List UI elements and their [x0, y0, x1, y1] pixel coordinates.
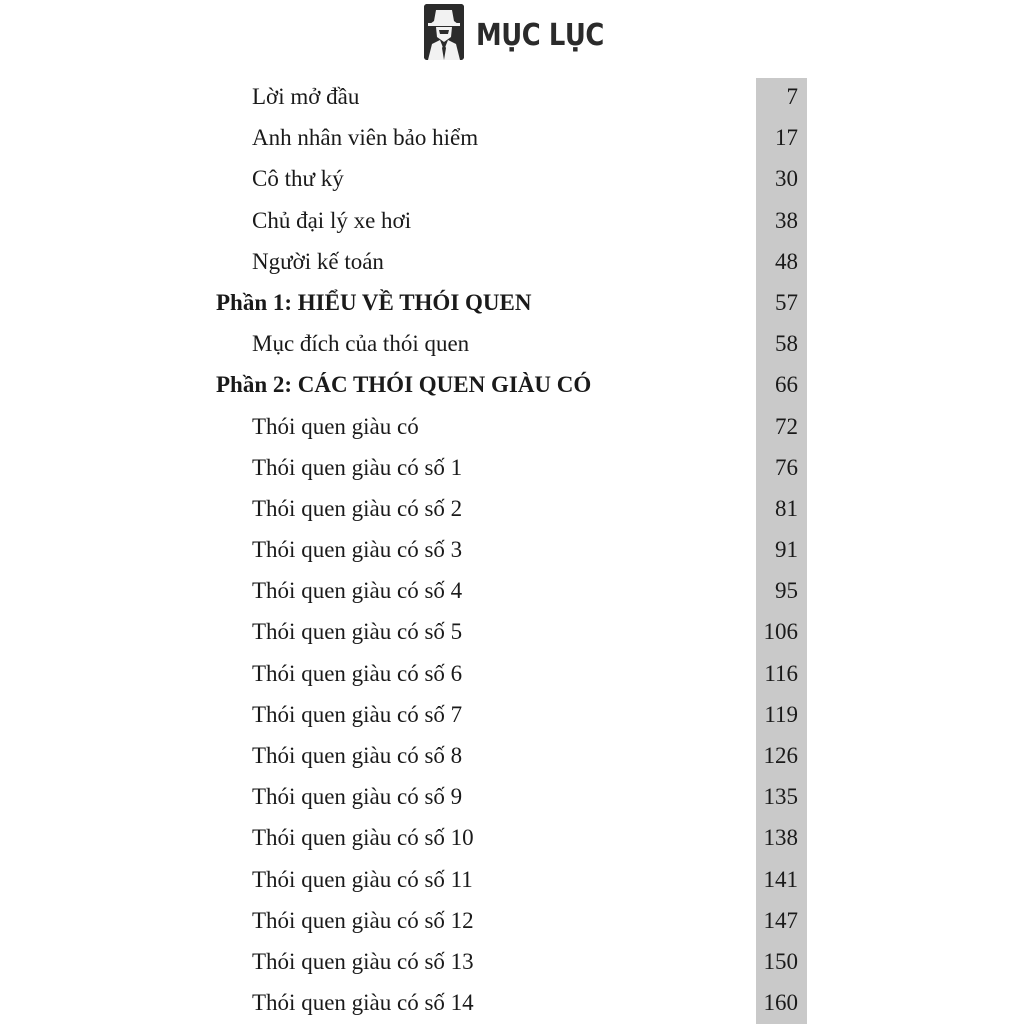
toc-entry [0, 533, 1024, 574]
toc-entry [0, 245, 1024, 286]
toc-page-number: 30 [775, 166, 798, 192]
toc-entry [0, 986, 1024, 1027]
toc-entry [0, 904, 1024, 945]
toc-entry [0, 410, 1024, 451]
toc-entry [0, 780, 1024, 821]
toc-entry-title: Thói quen giàu có số 13 [252, 948, 474, 974]
toc-entry-title: Phần 2: CÁC THÓI QUEN GIÀU CÓ [216, 372, 592, 398]
toc-entry-title: Chủ đại lý xe hơi [252, 207, 412, 233]
toc-entry-title: Thói quen giàu có số 7 [252, 701, 463, 727]
toc-page-number: 17 [775, 125, 798, 151]
toc-entry [0, 327, 1024, 368]
toc-entry-title: Thói quen giàu có số 3 [252, 537, 463, 563]
toc-page-number: 66 [775, 372, 798, 398]
toc-entry [0, 492, 1024, 533]
toc-entry-title: Thói quen giàu có số 12 [252, 907, 474, 933]
toc-page-number: 126 [763, 743, 798, 768]
toc-entry-title: Thói quen giàu có số 6 [252, 660, 463, 686]
toc-entry [0, 863, 1024, 904]
toc-page-number: 76 [775, 454, 798, 480]
detective-silhouette-icon [424, 4, 464, 60]
table-of-contents [0, 80, 1024, 1027]
toc-entry-title: Cô thư ký [252, 166, 344, 192]
toc-entry [0, 204, 1024, 245]
toc-entry-title: Thói quen giàu có số 2 [252, 495, 463, 521]
toc-entry [0, 945, 1024, 986]
toc-page-number: 135 [763, 784, 798, 810]
toc-page-number: 91 [775, 537, 798, 563]
toc-entry-title: Phần 1: HIỂU VỀ THÓI QUEN [216, 289, 532, 315]
toc-entry-title: Anh nhân viên bảo hiểm [252, 125, 479, 151]
toc-entry [0, 615, 1024, 656]
toc-entry [0, 821, 1024, 862]
toc-page-number: 141 [763, 866, 798, 892]
toc-entry-title: Thói quen giàu có số 5 [252, 619, 463, 645]
page-title: MỤC LỤC [476, 17, 604, 53]
toc-entry-title: Thói quen giàu có số 11 [252, 866, 473, 892]
toc-entry-title: Thói quen giàu có số 4 [252, 578, 463, 604]
toc-page-number: 72 [775, 413, 798, 439]
toc-page-number: 57 [775, 289, 798, 315]
toc-page-number: 38 [775, 207, 798, 233]
toc-entry-title: Thói quen giàu có số 14 [252, 990, 474, 1016]
toc-page-number: 48 [775, 248, 798, 274]
toc-entry-title: Thói quen giàu có [252, 413, 419, 439]
toc-entry [0, 451, 1024, 492]
toc-page-number: 7 [786, 84, 798, 109]
toc-page-number: 116 [764, 660, 798, 686]
toc-page-number: 150 [763, 948, 798, 974]
toc-entry [0, 80, 1024, 121]
toc-entry-title: Thói quen giàu có số 10 [252, 825, 474, 851]
toc-entry-title: Thói quen giàu có số 9 [252, 784, 463, 810]
toc-page-number: 147 [763, 907, 798, 933]
toc-page-number: 95 [775, 578, 798, 604]
toc-page-number: 81 [775, 495, 798, 521]
page-header [424, 2, 625, 62]
toc-part-heading [0, 368, 1024, 409]
toc-page-number: 58 [775, 331, 798, 357]
toc-entry [0, 574, 1024, 615]
toc-entry-title: Thói quen giàu có số 1 [252, 454, 463, 480]
toc-entry-title: Thói quen giàu có số 8 [252, 743, 463, 768]
toc-entry [0, 657, 1024, 698]
toc-entry-title: Người kế toán [252, 248, 384, 274]
toc-entry [0, 698, 1024, 739]
toc-page-number: 138 [763, 825, 798, 851]
toc-entry-title: Lời mở đầu [252, 84, 360, 109]
toc-part-heading [0, 286, 1024, 327]
toc-page-number: 160 [763, 990, 798, 1016]
toc-page-number: 106 [763, 619, 798, 645]
toc-entry [0, 121, 1024, 162]
toc-entry-title: Mục đích của thói quen [252, 331, 470, 357]
toc-entry [0, 162, 1024, 203]
toc-page-number: 119 [764, 701, 798, 727]
toc-entry [0, 739, 1024, 780]
